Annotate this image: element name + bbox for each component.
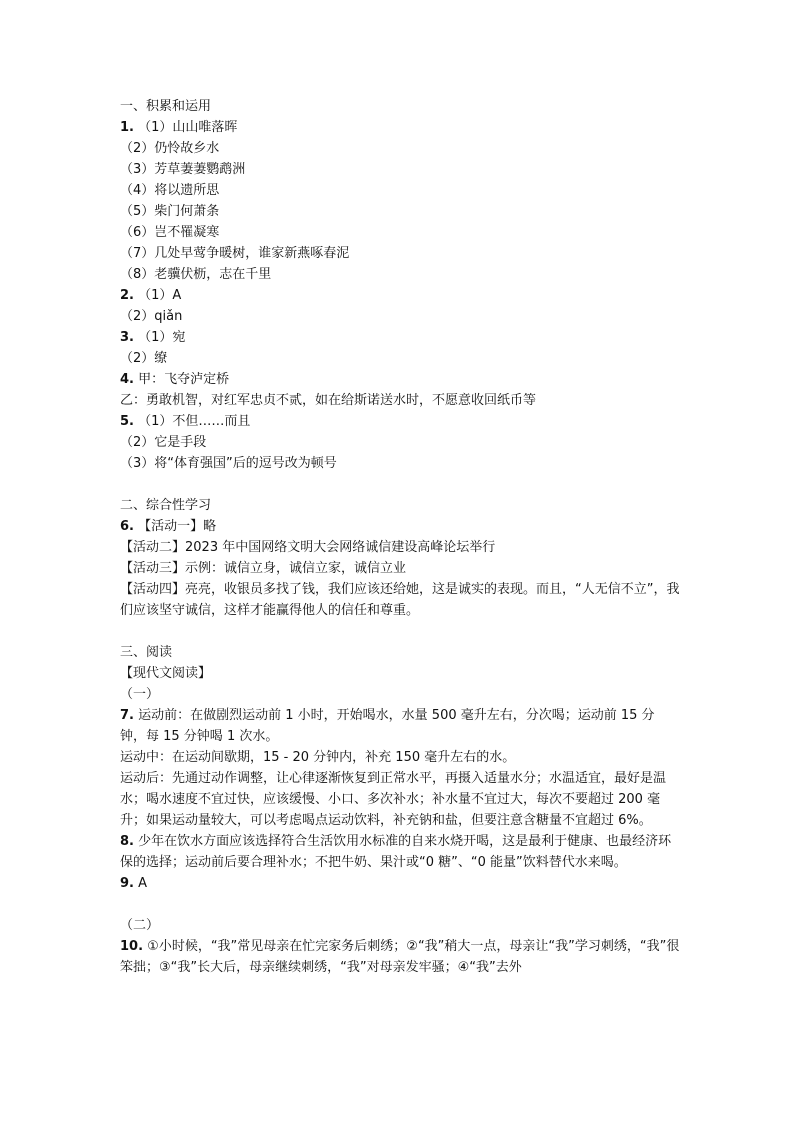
answer-text: （8）老骥伏枥，志在千里 (120, 267, 272, 282)
answer-line (120, 201, 680, 222)
answer-text: ①小时候，“我”常见母亲在忙完家务后刺绣；②“我”稍大一点，母亲让“我”学习刺绣，“我”很笨拙；③“我”长大后，母亲继续刺绣，“我”对母亲发牢骚；④“我”去外 (120, 939, 680, 975)
answer-text: 【活动一】略 (138, 519, 217, 534)
answer-text: （2）它是手段 (120, 435, 207, 450)
question-number: 10. (120, 939, 144, 954)
answer-text: 【活动二】2023 年中国网络文明大会网络诚信建设高峰论坛举行 (120, 540, 496, 555)
answer-text: A (138, 876, 148, 891)
section-1-title: 一、积累和运用 (120, 99, 212, 114)
answer-line (120, 537, 680, 558)
answer-line (120, 411, 680, 432)
answer-text: 运动前：在做剧烈运动前 1 小时，开始喝水，水量 500 毫升左右，分次喝；运动前 15 分钟，每 15 分钟喝 1 次水。 (120, 708, 655, 744)
answer-text: （2）缭 (120, 351, 168, 366)
answer-line (120, 369, 680, 390)
answer-line (120, 558, 680, 579)
section-3-title: 三、阅读 (120, 645, 173, 660)
answer-line (120, 705, 680, 747)
answer-text: （1）宛 (138, 330, 186, 345)
answer-line (120, 936, 680, 978)
question-number: 7. (120, 708, 134, 723)
answer-line (120, 516, 680, 537)
answer-line (120, 180, 680, 201)
answer-text: （1）山山唯落晖 (138, 120, 238, 135)
answer-line (120, 222, 680, 243)
answer-line (120, 873, 680, 894)
answer-line (120, 117, 680, 138)
part-1-label: （一） (120, 687, 160, 702)
question-number: 1. (120, 120, 134, 135)
answer-line (120, 390, 680, 411)
answer-text: （5）柴门何萧条 (120, 204, 220, 219)
question-number: 6. (120, 519, 134, 534)
answer-line (120, 579, 680, 621)
answer-line (120, 159, 680, 180)
answer-text: 甲：飞夺泸定桥 (138, 372, 230, 387)
question-number: 8. (120, 834, 134, 849)
answer-line (120, 348, 680, 369)
section-3-subtitle: 【现代文阅读】 (120, 666, 212, 681)
question-number: 9. (120, 876, 134, 891)
answer-line (120, 243, 680, 264)
answer-text: 少年在饮水方面应该选择符合生活饮用水标准的自来水烧开喝，这是最利于健康、也最经济环保的选择；运动前后要合理补水；不把牛奶、果汁或“0 糖”、“0 能量”饮料替代水来喝。 (120, 834, 672, 870)
answer-text: （6）岂不罹凝寒 (120, 225, 220, 240)
answer-text: （1）A (138, 288, 182, 303)
section-3-answers (120, 705, 680, 894)
answer-text: 运动中：在运动间歇期，15 - 20 分钟内，补充 150 毫升左右的水。 (120, 750, 516, 765)
answer-text: 【活动三】示例：诚信立身，诚信立家，诚信立业 (120, 561, 407, 576)
answer-text: （7）几处早莺争暖树，谁家新燕啄春泥 (120, 246, 350, 261)
section-3-answers-part-2 (120, 936, 680, 978)
answer-text: （4）将以遗所思 (120, 183, 220, 198)
answer-document (120, 96, 680, 978)
spacer (120, 894, 680, 915)
answer-line (120, 285, 680, 306)
answer-line (120, 432, 680, 453)
answer-text: 【活动四】亮亮，收银员多找了钱，我们应该还给她，这是诚实的表现。而且，“人无信不立”，我们应该坚守诚信，这样才能赢得他人的信任和尊重。 (120, 582, 680, 618)
question-number: 3. (120, 330, 134, 345)
section-1-answers (120, 117, 680, 474)
question-number: 5. (120, 414, 134, 429)
answer-text: （2）仍怜故乡水 (120, 141, 220, 156)
spacer (120, 621, 680, 642)
answer-line (120, 453, 680, 474)
answer-text: （3）芳草萋萋鹦鹉洲 (120, 162, 246, 177)
question-number: 4. (120, 372, 134, 387)
answer-line (120, 138, 680, 159)
answer-text: （1）不但……而且 (138, 414, 251, 429)
answer-line (120, 831, 680, 873)
section-2-title: 二、综合性学习 (120, 498, 212, 513)
spacer (120, 474, 680, 495)
section-2-answers (120, 516, 680, 621)
answer-line (120, 306, 680, 327)
answer-text: （3）将“体育强国”后的逗号改为顿号 (120, 456, 337, 471)
answer-text: 乙：勇敢机智，对红军忠贞不贰，如在给斯诺送水时，不愿意收回纸币等 (120, 393, 537, 408)
answer-line (120, 327, 680, 348)
part-2-label: （二） (120, 918, 160, 933)
question-number: 2. (120, 288, 134, 303)
answer-text: （2）qiǎn (120, 309, 183, 324)
answer-text: 运动后：先通过动作调整，让心律逐渐恢复到正常水平，再摄入适量水分；水温适宜，最好是温水；喝水速度不宜过快，应该缓慢、小口、多次补水；补水量不宜过大，每次不要超过 200 毫升；如果运动量较大，可以考虑喝点运动饮料，补充钠和盐，但要注意含糖量不宜超过 6%。 (120, 771, 667, 828)
answer-line (120, 747, 680, 768)
answer-line (120, 264, 680, 285)
answer-line (120, 768, 680, 831)
